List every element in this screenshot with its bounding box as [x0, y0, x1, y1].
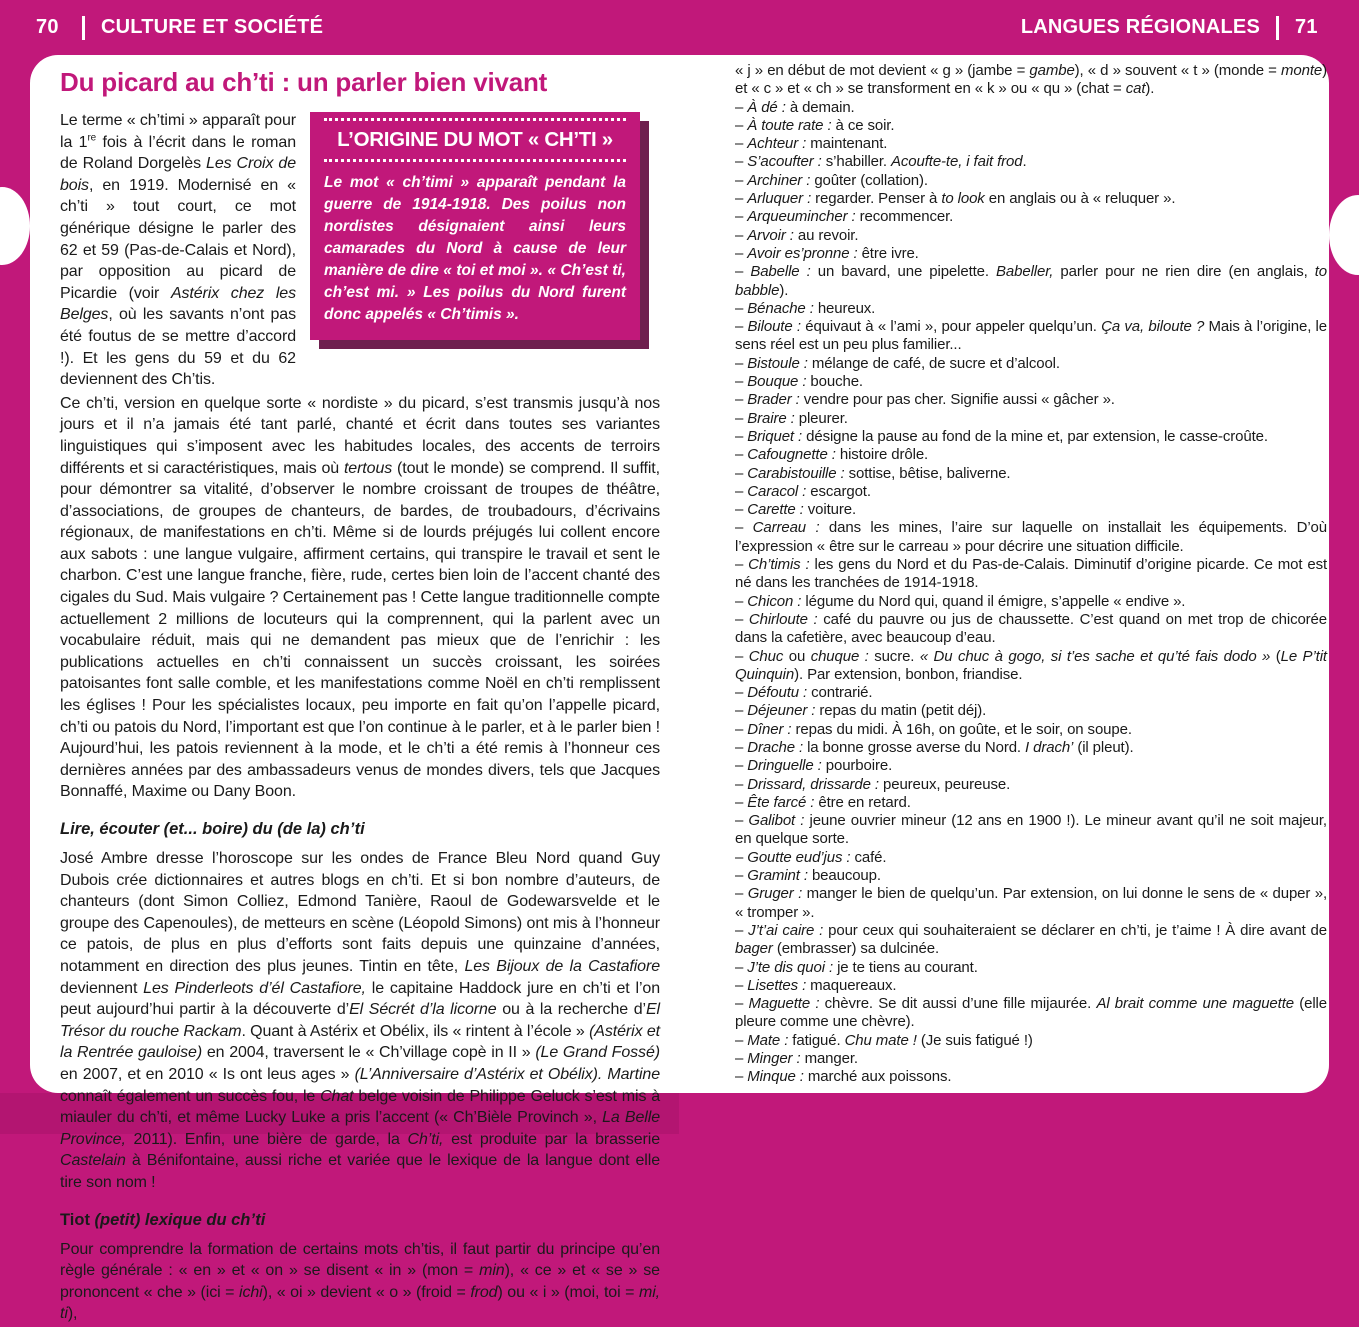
glossary-entry: – Brader : vendre pour pas cher. Signifie aussi « gâcher ». [735, 391, 1115, 409]
glossary-entry: – J’t’ai caire : pour ceux qui souhaiteraient se déclarer en ch’ti, je t’aime ! À dire avant de bager (embrasser) sa dulcinée. [735, 921, 1327, 958]
page-left [60, 61, 660, 1327]
glossary-entry: – Arvoir : au revoir. [735, 226, 859, 244]
glossary-entry: – J’te dis quoi : je te tiens au courant. [735, 958, 978, 976]
glossary-entry: – Gramint : beaucoup. [735, 867, 881, 885]
glossary-entry: – Lisettes : maquereaux. [735, 976, 897, 994]
paper-sheet [30, 55, 1329, 1323]
glossary-entry: – Maguette : chèvre. Se dit aussi d’une fille mijaurée. Al brait comme une maguette (elle pleure comme une chèvre). [735, 995, 1327, 1031]
glossary-entry: – Carreau : dans les mines, l’aire sur laquelle on installait les équipements. D’où l’expression « être sur le carreau » pour décrire une situation difficile. [735, 519, 1327, 555]
section-label-left: CULTURE ET SOCIÉTÉ [101, 16, 324, 38]
infobox-title: L’ORIGINE DU MOT « CH’TI » [324, 118, 626, 162]
divider-bar-icon [1276, 16, 1279, 40]
glossary-entry: – Carabistouille : sottise, bêtise, baliverne. [735, 464, 1011, 482]
glossary-entry: – Goutte eud’jus : café. [735, 848, 887, 866]
glossary-entry: – Arqueumincher : recommencer. [735, 208, 954, 226]
glossary-entry: – Galibot : jeune ouvrier mineur (12 ans en 1900 !). Le mineur avant qu’il ne soit majeur, en quelque sorte. [735, 812, 1327, 848]
glossary-entry: – Bénache : heureux. [735, 299, 876, 317]
glossary-entry: – Dîner : repas du midi. À 16h, on goûte, et le soir, on soupe. [735, 720, 1132, 738]
glossary-entry: – Défoutu : contrarié. [735, 684, 873, 702]
glossary-entry: – Ête farcé : être en retard. [735, 793, 911, 811]
glossary-entry: – Achteur : maintenant. [735, 135, 888, 153]
infobox-body: Le mot « ch’timi » apparaît pendant la guerre de 1914-1918. Des poilus non nordistes désignaient ainsi leurs camarades du Nord à cause de leur manière de dire « toi et moi ». « Ch’est ti, ch’est mi. » Les poilus du Nord furent donc appelés « Ch’timis ». [324, 174, 626, 323]
glossary-entry: – Braire : pleurer. [735, 409, 848, 427]
glossary-entry: – Cafougnette : histoire drôle. [735, 446, 929, 464]
page-right [735, 62, 1327, 1087]
glossary-entry: – À toute rate : à ce soir. [735, 116, 895, 134]
glossary-entry: – Bistoule : mélange de café, de sucre et d’alcool. [735, 354, 1060, 372]
article-title: Du picard au ch’ti : un parler bien vivant [60, 67, 548, 97]
glossary-entry: – Bouque : bouche. [735, 373, 863, 391]
thumb-notch-right [1329, 195, 1359, 275]
glossary-entry: – S’acoufter : s’habiller. Acoufte-te, i fait frod. [735, 153, 1027, 171]
glossary-entry: – Dringuelle : pourboire. [735, 757, 893, 775]
glossary-entry: – Drissard, drissarde : peureux, peureuse. [735, 775, 1011, 793]
glossary-entry: – Arluquer : regarder. Penser à to look en anglais ou à « reluquer ». [735, 190, 1176, 208]
divider-bar-icon [82, 16, 85, 40]
subheading-lire-ecouter: Lire, écouter (et... boire) du (de la) ch’ti [60, 820, 365, 838]
glossary-entry: – Mate : fatigué. Chu mate ! (Je suis fatigué !) [735, 1031, 1033, 1049]
thumb-notch-left [0, 187, 30, 265]
glossary-entry: – Ch’timis : les gens du Nord et du Pas-de-Calais. Diminutif d’origine picarde. Ce mot est né dans les tranchées de 1914-1918. [735, 556, 1327, 592]
glossary-entry: – Carette : voiture. [735, 501, 857, 519]
paragraph-4: Pour comprendre la formation de certains mots ch’tis, il faut partir du principe qu’en règle générale : « en » et « on » se disent « in » (mon = min), « ce » et « se » se prononcent « che » (ici = ichi), « oi » devient « o » (froid = frod) ou « i » (moi, toi = mi, ti), [60, 1240, 661, 1323]
intro-block [60, 110, 660, 393]
glossary-entry: – Briquet : désigne la pause au fond de la mine et, par extension, le casse-croûte. [735, 427, 1268, 445]
glossary-entry: – Chirloute : café du pauvre ou jus de chaussette. C’est quand on met trop de chicorée dans la cafetière, avec beaucoup d’eau. [735, 610, 1327, 647]
glossary-entry: – Chuc ou chuque : sucre. « Du chuc à gogo, si t’es sache et qu’té fais dodo » (Le P’tit Quinquin). Par extension, bonbon, friandise. [735, 647, 1327, 683]
paragraph-2: Ce ch’ti, version en quelque sorte « nordiste » du picard, s’est transmis jusqu’à nos jours et il n’a jamais été tant parlé, chanté et écrit dans toutes ses variantes linguistiques qui s’imposent avec les habitudes locales, des accents de terroirs différents et si caractéristiques, mais où tertous (tout le monde) se comprend. Il suffit, pour démontrer sa vitalité, d’observer le nombre croissant de troupes de théâtre, d’associations, de groupes de chanteurs, de bardes, de troubadours, d’écrivains régionaux, de manifestations en ch’ti. Même si de lourds préjugés lui collent encore aux sabots : une langue vulgaire, affirment certains, qui transpire le travail et sent le charbon. C’est une langue franche, fière, rude, certes bien loin de l’accent chanté des cigales du Sud. Mais vulgaire ? Certainement pas ! Cette langue traditionnelle compte actuellement 2 millions de locuteurs qui la comprennent, qui la parlent avec un vocabulaire réduit, mais qui ne demandent pas mieux que de l’enrichir : les publications actuelles en ch’ti connaissent un succès croissant, les soirées patoisantes font salle comble, et les manifestations comme Noël en ch’ti remplissent les églises ! Pour les spécialistes locaux, peu importe en fait qu’on l’appelle picard, ch’ti ou patois du Nord, l’important est que l’on continue à le parler, et à le parler bien ! Aujourd’hui, les patois reviennent à la mode, et le ch’ti a été remis à l’honneur ces dernières années par des ambassadeurs venus de mondes divers, tels que Jacques Bonnaffé, Maxime ou Dany Boon. [60, 394, 660, 801]
paragraph-intro: Le terme « ch’timi » apparaît pour la 1re fois à l’écrit dans le roman de Roland Dorgelès Les Croix de bois, en 1919. Modernisé en « ch’ti » tout court, ce mot générique désigne le parler des 62 et 59 (Pas-de-Calais et Nord), par opposition au picard de Picardie (voir Astérix chez les Belges, où les savants n’ont pas été foutus de se mettre d’accord !). Et les gens du 59 et du 62 deviennent des Ch’tis. [60, 112, 296, 389]
glossary-entry: – Babelle : un bavard, une pipelette. Babeller, parler pour ne rien dire (en anglais, to babble). [735, 263, 1327, 299]
glossary-entry: – Minque : marché aux poissons. [735, 1068, 952, 1086]
glossary-entry: – Biloute : équivaut à « l’ami », pour appeler quelqu’un. Ça va, biloute ? Mais à l’origine, le sens réel est un peu plus familier... [735, 318, 1327, 354]
glossary-entry: – À dé : à demain. [735, 98, 855, 116]
glossary-entry: – Drache : la bonne grosse averse du Nord. I drach’ (il pleut). [735, 738, 1134, 756]
running-head-right [1021, 0, 1325, 55]
glossary-entry: – Déjeuner : repas du matin (petit déj). [735, 702, 987, 720]
subheading-tiot-lexique: Tiot (petit) lexique du ch’ti [60, 1210, 266, 1229]
page-number-right: 71 [1295, 16, 1318, 38]
running-head-left [36, 0, 323, 55]
glossary-entry: – Chicon : légume du Nord qui, quand il émigre, s’appelle « endive ». [735, 592, 1186, 610]
paragraph-continuation: « j » en début de mot devient « g » (jambe = gambe), « d » souvent « t » (monde = monte) et « c » et « ch » se transforment en « k » ou « qu » (chat = cat). [735, 62, 1327, 98]
glossary-entry: – Archiner : goûter (collation). [735, 171, 928, 189]
glossary-list [735, 99, 1327, 1087]
origin-infobox [310, 112, 640, 340]
spine-seam [0, 1093, 679, 1134]
glossary-entry: – Avoir es’pronne : être ivre. [735, 244, 919, 262]
paragraph-3: José Ambre dresse l’horoscope sur les ondes de France Bleu Nord quand Guy Dubois crée dictionnaires et autres blogs en ch’ti. Et si bon nombre d’auteurs, de chanteurs (dont Simon Colliez, Edmond Tanière, Raoul de Godewarsvelde et le groupe des Capenoules), de metteurs en scène (Léopold Simons) ont mis à l’honneur ce patois, de plus en plus d’efforts sont faits depuis une quinzaine d’années, notamment en direction des plus jeunes. Tintin en tête, Les Bijoux de la Castafiore deviennent Les Pinderleots d’él Castafiore, le capitaine Haddock jure en ch’ti et l’on peut aujourd’hui partir à la découverte d’El Sécrét d’la licorne ou à la recherche d’El Trésor du rouche Rackam. Quant à Astérix et Obélix, ils « rintent à l’école » (Astérix et la Rentrée gauloise) en 2004, traversent le « Ch’village copè in II » (Le Grand Fossé) en 2007, et en 2010 « Is ont leus ages » (L’Anniversaire d’Astérix et Obélix). Martine connaît également un succès fou, le Chat belge voisin de Philippe Geluck s’est mis à miauler du ch’ti, et même Lucky Luke a pris l’accent (« Ch’Bièle Provinch », La Belle Province, 2011). Enfin, une bière de garde, la Ch’ti, est produite par la brasserie Castelain à Bénifontaine, aussi riche et variée que le lexique de la langue dont elle tire son nom ! [60, 850, 660, 1191]
page-number-left: 70 [36, 16, 59, 38]
glossary-entry: – Caracol : escargot. [735, 482, 871, 500]
section-label-right: LANGUES RÉGIONALES [1020, 16, 1260, 38]
glossary-entry: – Gruger : manger le bien de quelqu’un. Par extension, on lui donne le sens de « duper », « tromper ». [735, 885, 1327, 921]
glossary-entry: – Minger : manger. [735, 1050, 858, 1068]
